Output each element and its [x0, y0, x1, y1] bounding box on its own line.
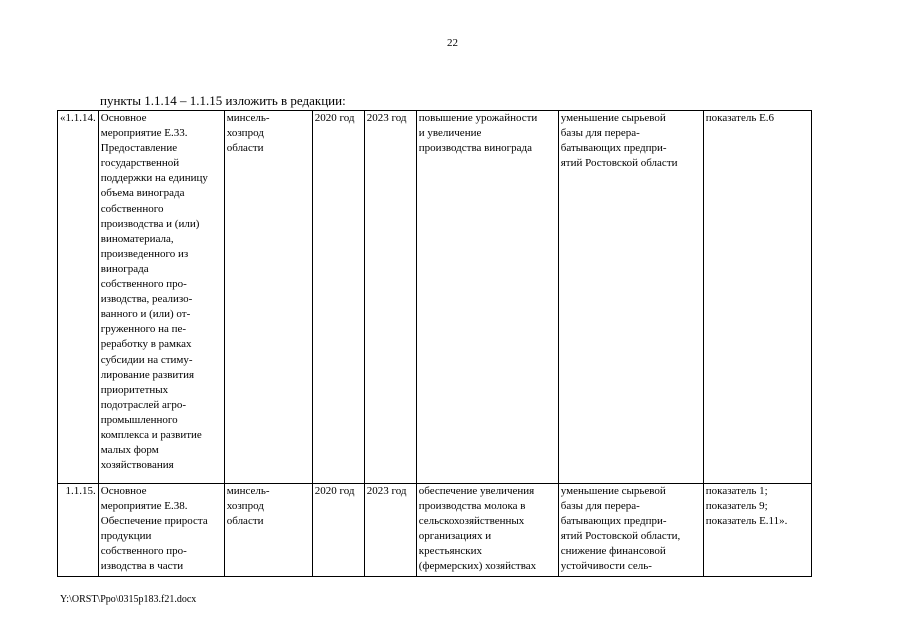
related-indicators: показатель Е.6: [703, 111, 811, 484]
measure-description: Основное мероприятие Е.38. Обеспечение прироста продукции собственного про- изводства в части: [98, 484, 224, 577]
file-path-footer: Y:\ORST\Ppo\0315p183.f21.docx: [60, 594, 197, 605]
item-number: «1.1.14.: [58, 111, 99, 484]
table-row: [58, 484, 812, 577]
executor: минсель- хозпрод области: [224, 111, 312, 484]
start-year: 2020 год: [312, 111, 364, 484]
measure-description: Основное мероприятие Е.33. Предоставление государственной поддержки на единицу объема винограда собственного производства и (или) виноматериала, произведенного из винограда собственного про- изводства, реализо- ванного и (или) от- груженного на пе- реработку в рамках субсидии на стиму- лирование развития приоритетных подотраслей агро- промышленного комплекса и развитие малых форм хозяйствования: [98, 111, 224, 484]
item-number: 1.1.15.: [58, 484, 99, 577]
end-year: 2023 год: [364, 111, 416, 484]
page-number: 22: [447, 37, 458, 49]
related-indicators: показатель 1; показатель 9; показатель Е.11».: [703, 484, 811, 577]
intro-text: пункты 1.1.14 – 1.1.15 изложить в редакции:: [100, 93, 346, 108]
non-implementation-consequences: уменьшение сырьевой базы для перера- батывающих предпри- ятий Ростовской области, снижение финансовой устойчивости сель-: [558, 484, 703, 577]
expected-result: обеспечение увеличения производства молока в сельскохозяйственных организациях и крестьянских (фермерских) хозяйствах: [416, 484, 558, 577]
measures-table: [57, 110, 812, 577]
start-year: 2020 год: [312, 484, 364, 577]
table-row: [58, 111, 812, 484]
executor: минсель- хозпрод области: [224, 484, 312, 577]
non-implementation-consequences: уменьшение сырьевой базы для перера- батывающих предпри- ятий Ростовской области: [558, 111, 703, 484]
expected-result: повышение урожайности и увеличение производства винограда: [416, 111, 558, 484]
end-year: 2023 год: [364, 484, 416, 577]
